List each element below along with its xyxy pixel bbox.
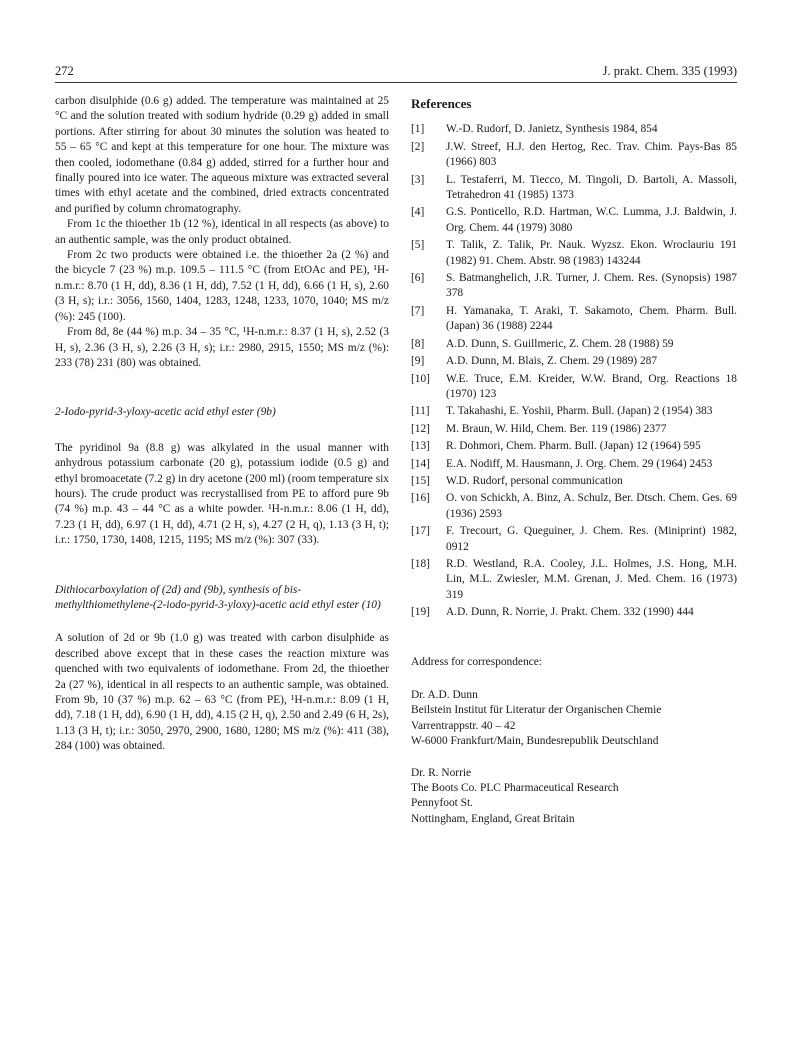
reference-text: J.W. Streef, H.J. den Hertog, Rec. Trav. Chim. Pays-Bas 85 (1966) 803 — [446, 140, 737, 169]
journal-citation: J. prakt. Chem. 335 (1993) — [602, 64, 737, 78]
reference-item — [411, 337, 737, 352]
experimental-paragraph-1: carbon disulphide (0.6 g) added. The temperature was maintained at 25 °C and the solution treated with sodium hydride (0.29 g) added in small portions. After stirring for about 30 minutes the solution was heated to 55 – 65 °C and kept at this temperature for one hour. The mixture was then cooled, iodomethane (0.84 g) added, stirred for a further hour and finally poured into ice water. The aqueous mixture was extracted several times with ethyl acetate and the combined, dried extracts concentrated and purified by column chromatography. — [55, 95, 389, 215]
experimental-paragraph-5: The pyridinol 9a (8.8 g) was alkylated in the usual manner with anhydrous potassium carbonate (20 g), potassium iodide (0.5 g) and ethyl bromoacetate (7.2 g) in dry acetone (200 ml) (room temperature six hours). The crude product was recrystallised from PE to afford pure 9b (74 %) m.p. 43 – 44 °C as a white powder. ¹H-n.m.r.: 8.06 (1 H, dd), 7.23 (1 H, dd), 6.97 (1 H, dd), 4.71 (2 H, s), 4.27 (2 H, q), 1.13 (3 H, t); i.r.: 1750, 1730, 1408, 1215, 1195; MS m/z (%): 307 (33). — [55, 441, 390, 547]
reference-item — [411, 238, 737, 269]
address-line: W-6000 Frankfurt/Main, Bundesrepublik Deutschland — [411, 735, 659, 748]
reference-number: [19] — [411, 606, 430, 619]
address-block-norrie — [411, 766, 737, 828]
reference-item — [411, 304, 737, 335]
reference-number: [1] — [411, 123, 425, 136]
reference-text: L. Testaferri, M. Tiecco, M. Tingoli, D. Bartoli, A. Massoli, Tetrahedron 41 (1985) 1373 — [446, 173, 737, 202]
reference-number: [4] — [411, 206, 425, 219]
reference-text: M. Braun, W. Hild, Chem. Ber. 119 (1986) 2377 — [446, 422, 667, 435]
reference-number: [15] — [411, 474, 430, 487]
section-title-dithiocarboxylation: Dithiocarboxylation of (2d) and (9b), synthesis of bis-methylthiomethylene-(2-iodo-pyrid-3-yloxy)-acetic acid ethyl ester (10) — [55, 583, 381, 611]
reference-number: [18] — [411, 557, 430, 570]
reference-text: R. Dohmori, Chem. Pharm. Bull. (Japan) 12 (1964) 595 — [446, 440, 701, 453]
reference-text: A.D. Dunn, R. Norrie, J. Prakt. Chem. 332 (1990) 444 — [446, 606, 694, 619]
address-line: Varrentrappstr. 40 – 42 — [411, 719, 516, 732]
reference-number: [6] — [411, 272, 425, 285]
section-title-9b: 2-Iodo-pyrid-3-yloxy-acetic acid ethyl ester (9b) — [55, 406, 276, 419]
reference-text: T. Takahashi, E. Yoshii, Pharm. Bull. (Japan) 2 (1954) 383 — [446, 405, 713, 418]
reference-text: E.A. Nodiff, M. Hausmann, J. Org. Chem. 29 (1964) 2453 — [446, 457, 713, 470]
reference-text: T. Talik, Z. Talik, Pr. Nauk. Wyzsz. Ekon. Wroclauriu 191 (1982) 91. Chem. Abstr. 98 (1983) 143244 — [446, 239, 737, 267]
right-column — [411, 94, 737, 843]
reference-item — [411, 122, 737, 137]
experimental-paragraph-3: From 2c two products were obtained i.e. the thioether 2a (2 %) and the bicycle 7 (23 %) m.p. 109.5 – 111.5 °C (from EtOAc and PE), ¹H-n.m.r.: 8.70 (1 H, dd), 8.36 (1 H, dd), 7.52 (1 H, dd), 6.66 (1 H, s), 2.60 (3 H, s); i.r.: 3056, 1560, 1404, 1283, 1248, 1233, 1070, 1040; MS m/z (%): 245 (100). — [55, 249, 389, 323]
address-line: Nottingham, England, Great Britain — [411, 812, 575, 825]
experimental-paragraph-2: From 1c the thioether 1b (12 %), identical in all respects (as above) to an authentic sample, was the only product obtained. — [55, 218, 389, 246]
reference-text: W.-D. Rudorf, D. Janietz, Synthesis 1984, 854 — [446, 123, 658, 136]
reference-item — [411, 557, 737, 603]
address-line: Dr. R. Norrie — [411, 766, 472, 779]
reference-number: [2] — [411, 140, 425, 153]
reference-item — [411, 173, 737, 204]
reference-number: [14] — [411, 457, 430, 470]
reference-list — [411, 122, 737, 620]
reference-text: G.S. Ponticello, R.D. Hartman, W.C. Lumma, J.J. Baldwin, J. Org. Chem. 44 (1979) 3080 — [446, 206, 737, 234]
header-divider — [55, 82, 737, 83]
reference-text: A.D. Dunn, S. Guillmeric, Z. Chem. 28 (1988) 59 — [446, 337, 674, 350]
reference-text: O. von Schickh, A. Binz, A. Schulz, Ber. Dtsch. Chem. Ges. 69 (1936) 2593 — [446, 492, 737, 520]
reference-item — [411, 404, 737, 419]
reference-number: [9] — [411, 355, 425, 368]
reference-number: [3] — [411, 173, 425, 186]
reference-item — [411, 205, 737, 236]
reference-item — [411, 524, 737, 555]
page-number: 272 — [55, 64, 74, 78]
reference-number: [16] — [411, 492, 430, 505]
address-line: The Boots Co. PLC Pharmaceutical Research — [411, 782, 619, 795]
left-column — [55, 94, 389, 755]
reference-item — [411, 439, 737, 454]
reference-number: [8] — [411, 337, 425, 350]
reference-number: [12] — [411, 422, 430, 435]
address-block-dunn — [411, 688, 737, 750]
reference-item — [411, 271, 737, 302]
reference-item — [411, 372, 737, 403]
experimental-paragraph-6: A solution of 2d or 9b (1.0 g) was treated with carbon disulphide as described above except that in these cases the reaction mixture was quenched with two equivalents of iodomethane. From 2d, the thioether 2a (27 %), identical in all respects to an authentic sample, was obtained. From 9b, 10 (37 %) m.p. 62 – 63 °C (from PE), ¹H-n.m.r.: 8.09 (1 H, dd), 7.18 (1 H, dd), 6.90 (1 H, dd), 4.15 (2 H, q), 2.50 and 2.49 (6 H, 2s), 1.13 (3 H, t); i.r.: 3050, 2970, 2900, 1680, 1280; MS m/z (%): 411 (38), 284 (100) was obtained. — [55, 632, 389, 753]
address-line: Pennyfoot St. — [411, 797, 474, 810]
references-heading: References — [411, 96, 472, 111]
reference-text: R.D. Westland, R.A. Cooley, J.L. Holmes, J.S. Hong, M.H. Lin, M.L. Zwiesler, M.M. Grenan, J. Med. Chem. 16 (1973) 319 — [446, 557, 737, 601]
address-line: Dr. A.D. Dunn — [411, 689, 478, 701]
reference-text: H. Yamanaka, T. Araki, T. Sakamoto, Chem. Pharm. Bull. (Japan) 36 (1988) 2244 — [446, 304, 737, 333]
reference-item — [411, 354, 737, 369]
reference-item — [411, 474, 737, 489]
reference-number: [17] — [411, 525, 430, 538]
reference-number: [10] — [411, 372, 430, 385]
correspondence-heading: Address for correspondence: — [411, 655, 542, 668]
reference-item — [411, 491, 737, 522]
reference-number: [5] — [411, 239, 425, 252]
reference-item — [411, 140, 737, 171]
reference-number: [13] — [411, 440, 430, 453]
page-header — [55, 64, 737, 82]
reference-number: [11] — [411, 405, 430, 418]
reference-text: W.E. Truce, E.M. Kreider, W.W. Brand, Org. Reactions 18 (1970) 123 — [446, 372, 737, 400]
reference-text: A.D. Dunn, M. Blais, Z. Chem. 29 (1989) 287 — [446, 355, 658, 368]
reference-text: W.D. Rudorf, personal communication — [446, 474, 623, 487]
reference-text: F. Trecourt, G. Queguiner, J. Chem. Res. (Miniprint) 1982, 0912 — [446, 525, 737, 553]
reference-item — [411, 605, 737, 620]
experimental-paragraph-4: From 8d, 8e (44 %) m.p. 34 – 35 °C, ¹H-n.m.r.: 8.37 (1 H, s), 2.52 (3 H, s), 2.36 (3 H, s), 2.26 (3 H, s); i.r.: 2980, 2915, 1550; MS m/z (%): 233 (78) 231 (80) was obtained. — [55, 326, 389, 369]
reference-item — [411, 422, 737, 437]
reference-text: S. Batmanghelich, J.R. Turner, J. Chem. Res. (Synopsis) 1987 378 — [446, 272, 737, 300]
address-line: Beilstein Institut für Literatur der Organischen Chemie — [411, 704, 662, 717]
reference-item — [411, 457, 737, 472]
reference-number: [7] — [411, 304, 425, 317]
